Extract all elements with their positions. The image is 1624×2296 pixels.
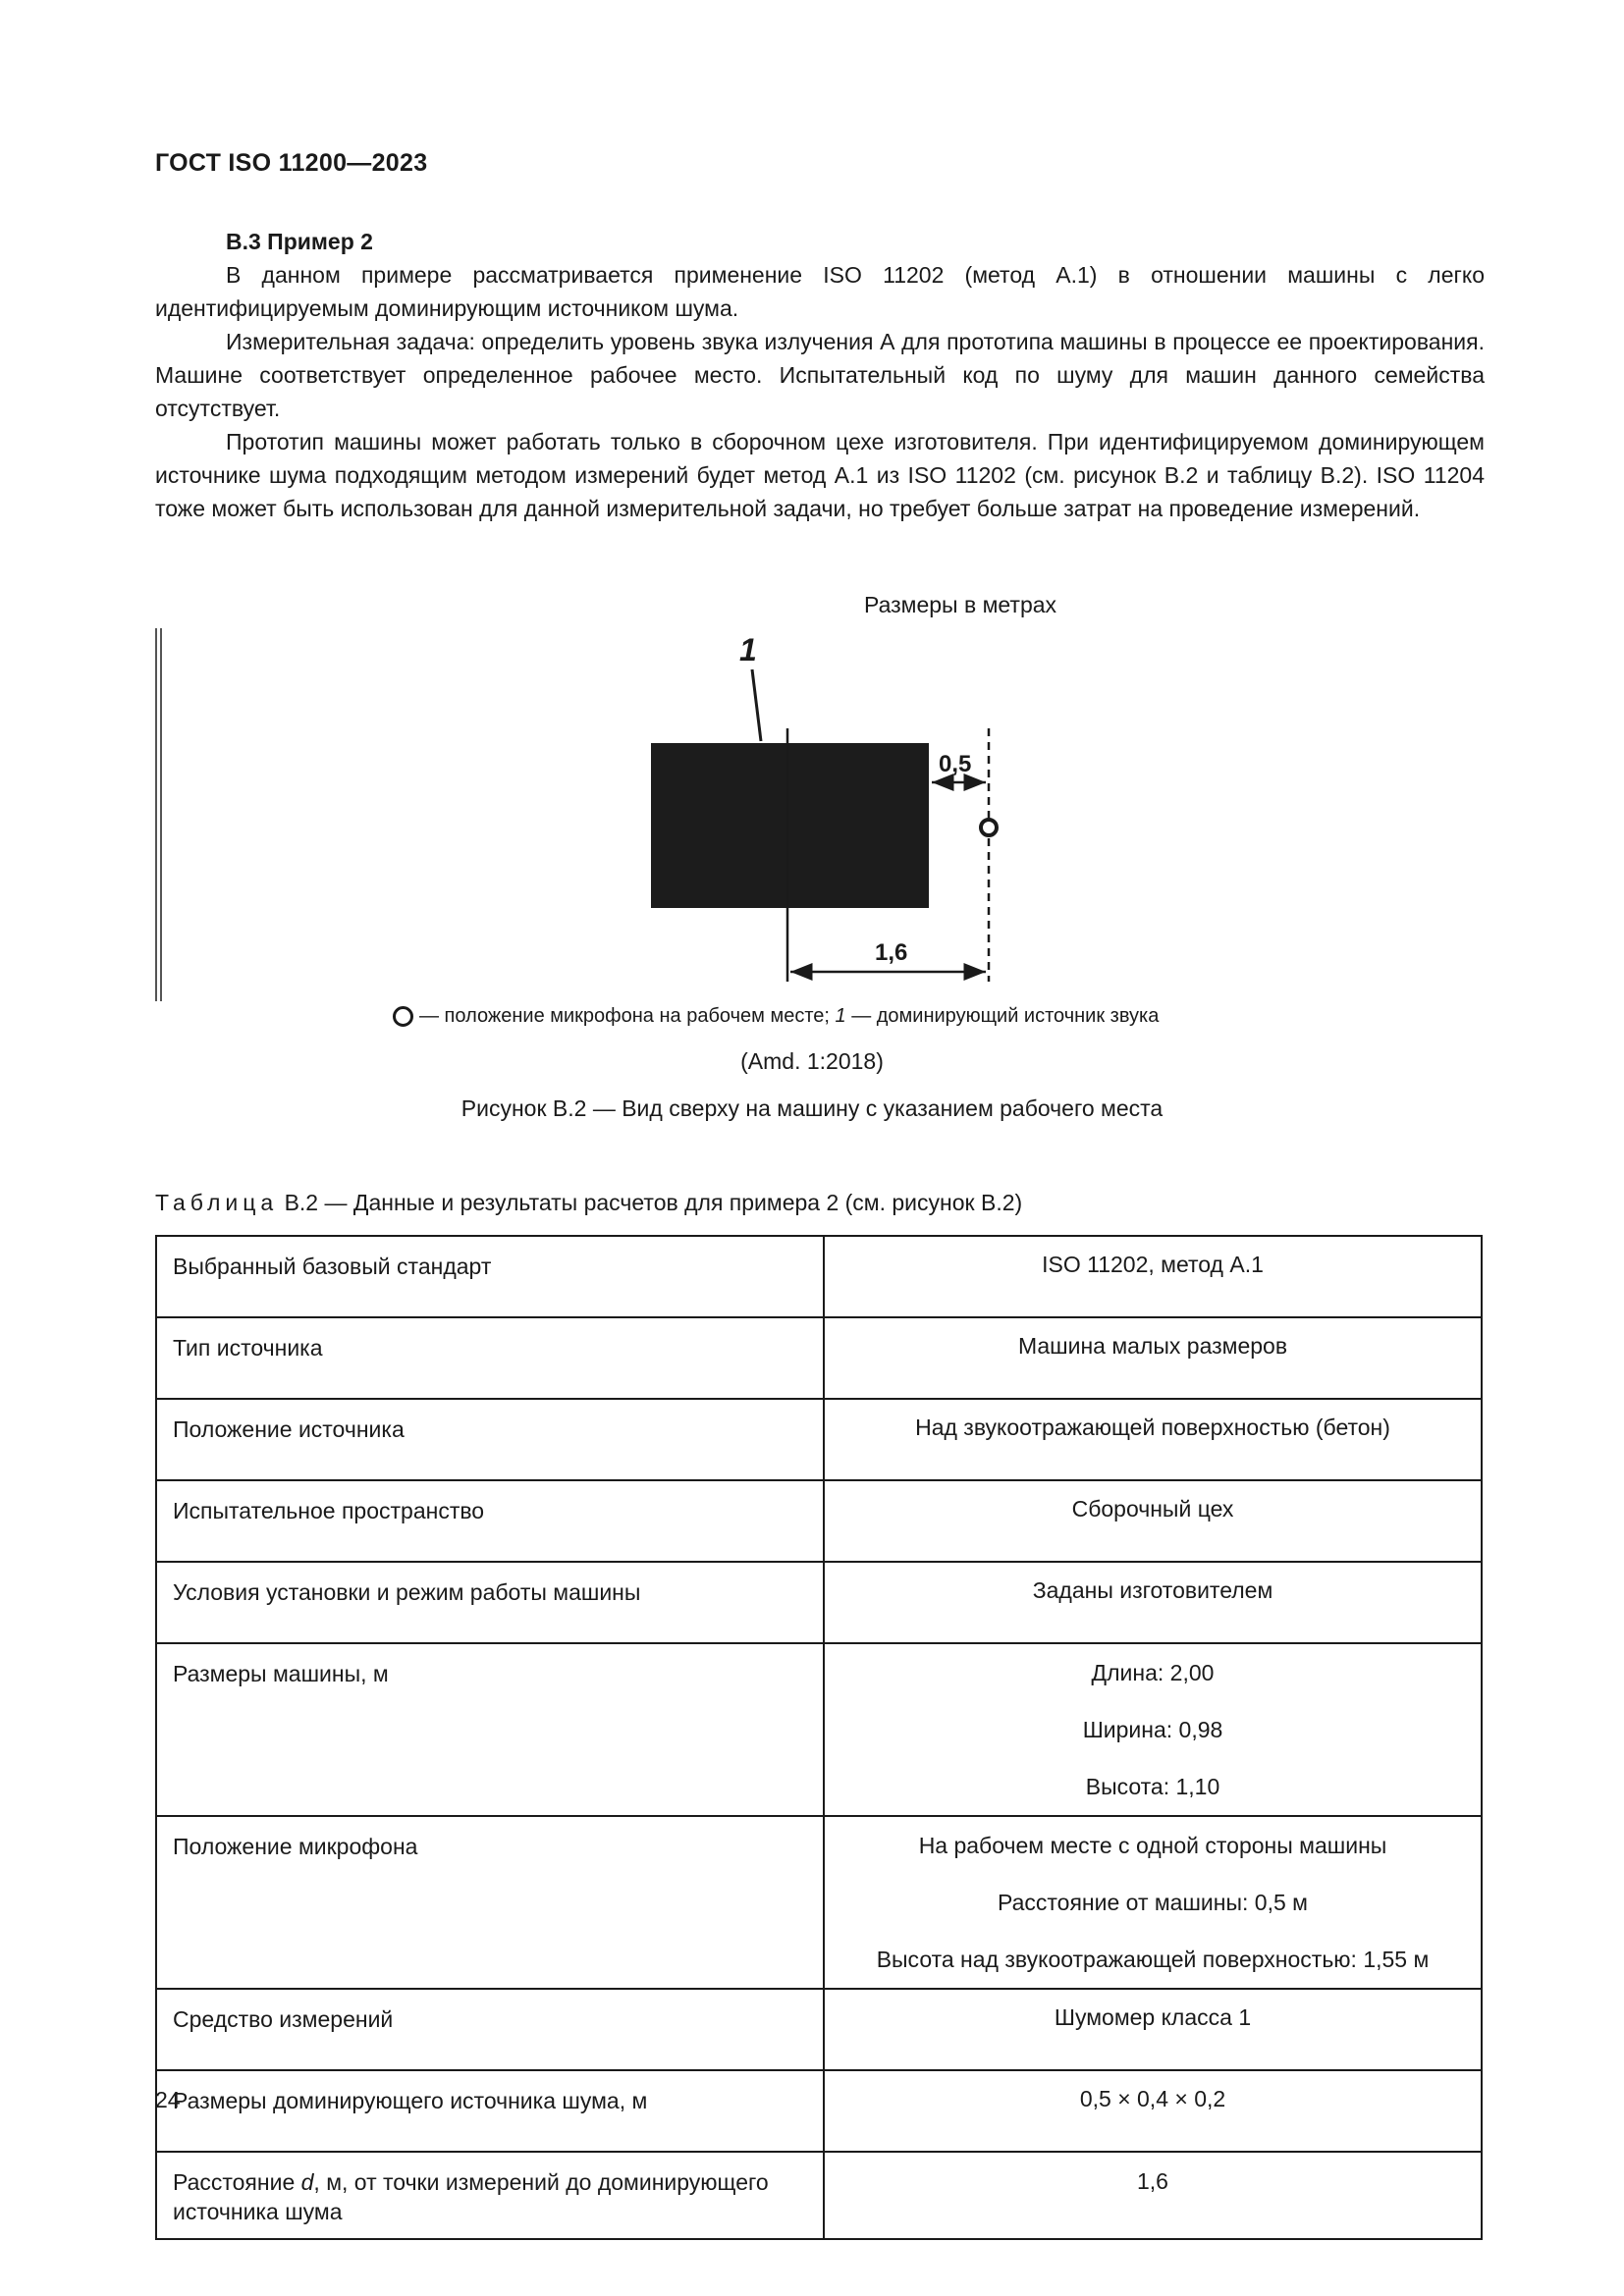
table-row (156, 1816, 1482, 1989)
table-row (156, 1562, 1482, 1643)
machine-top-view-diagram (147, 618, 1031, 1001)
value-line: Ширина: 0,98 (1082, 1717, 1223, 1742)
value-line: Расстояние от машины: 0,5 м (998, 1890, 1308, 1915)
value-line: 1,6 (1137, 2168, 1168, 2194)
table-cell-param: Размеры доминирующего источника шума, м (156, 2070, 824, 2152)
figure-caption: Рисунок B.2 — Вид сверху на машину с указанием рабочего места (460, 1095, 1164, 1121)
param-text: , м, от точки измерений до доминирующего источника шума (173, 2169, 769, 2224)
table-cell-value: Шумомер класса 1 (824, 1989, 1482, 2070)
table-cell-param: Положение источника (156, 1399, 824, 1480)
table-cell-param: Положение микрофона (156, 1816, 824, 1989)
table-row (156, 1989, 1482, 2070)
machine-body (651, 743, 929, 908)
dimension-label-distance: 0,5 (939, 751, 972, 777)
microphone-circle-icon (393, 1006, 413, 1027)
table-cell-value (824, 1816, 1482, 1989)
table-row (156, 1399, 1482, 1480)
microphone-position-icon (981, 820, 997, 835)
figure-units-note: Размеры в метрах (864, 592, 1057, 617)
table-row (156, 2070, 1482, 2152)
document-id: ГОСТ ISO 11200—2023 (155, 149, 428, 177)
table-cell-value: Сборочный цех (824, 1480, 1482, 1562)
table-cell-value: Машина малых размеров (824, 1317, 1482, 1399)
value-line: Длина: 2,00 (1091, 1660, 1215, 1685)
table-cell-value: Заданы изготовителем (824, 1562, 1482, 1643)
paragraph-3: Прототип машины может работать только в сборочном цехе изготовителя. При идентифицируемом доминирующем источнике шума подходящим методом измерений будет метод A.1 из ISO 11202 (см. рисунок B.2 и таблицу B.2). ISO 11204 тоже может быть использован для данной измерительной задачи, но требует больше затрат на проведение измерений. (155, 429, 1485, 521)
figure-legend (393, 1005, 1159, 1028)
figure-amendment: (Amd. 1:2018) (740, 1048, 884, 1074)
results-table (155, 1235, 1483, 2240)
table-row (156, 1236, 1482, 1317)
source-label-1: 1 (739, 632, 757, 667)
table-row (156, 2152, 1482, 2239)
param-text: Расстояние (173, 2169, 296, 2195)
paragraph-1: В данном примере рассматривается применение ISO 11202 (метод A.1) в отношении машины с легко идентифицируемым доминирующим источником шума. (155, 262, 1485, 321)
value-line: На рабочем месте с одной стороны машины (918, 1833, 1387, 1858)
table-row (156, 1480, 1482, 1562)
legend-microphone-text: — положение микрофона на рабочем месте; (419, 1005, 830, 1027)
table-cell-value: 0,5 × 0,4 × 0,2 (824, 2070, 1482, 2152)
source-leader-line (752, 669, 761, 741)
table-cell-value (824, 2152, 1482, 2239)
section-title: B.3 Пример 2 (226, 229, 373, 254)
paragraph-2: Измерительная задача: определить уровень звука излучения А для прототипа машины в процессе ее проектирования. Машине соответствует определенное рабочее место. Испытательный код по шуму для машин данного семейства отсутствует. (155, 329, 1485, 421)
table-caption (155, 1190, 1022, 1216)
table-row (156, 1643, 1482, 1816)
page-number: 24 (155, 2087, 181, 2112)
table-cell-param: Средство измерений (156, 1989, 824, 2070)
legend-source-text: — доминирующий источник звука (851, 1005, 1160, 1027)
table-cell-param (156, 2152, 824, 2239)
table-caption-word: Таблица (155, 1190, 279, 1215)
table-cell-param: Тип источника (156, 1317, 824, 1399)
value-line: Высота: 1,10 (1085, 1774, 1220, 1799)
table-row (156, 1317, 1482, 1399)
table-caption-text: B.2 — Данные и результаты расчетов для примера 2 (см. рисунок B.2) (284, 1190, 1023, 1215)
table-cell-value: Над звукоотражающей поверхностью (бетон) (824, 1399, 1482, 1480)
table-cell-value: ISO 11202, метод A.1 (824, 1236, 1482, 1317)
legend-source-number: 1 (835, 1005, 846, 1027)
section-b3 (155, 225, 1485, 525)
param-variable: d (300, 2169, 314, 2195)
dimension-label-length: 1,6 (875, 939, 908, 966)
table-cell-param: Условия установки и режим работы машины (156, 1562, 824, 1643)
table-cell-param: Выбранный базовый стандарт (156, 1236, 824, 1317)
table-cell-param: Размеры машины, м (156, 1643, 824, 1816)
value-line: Высота над звукоотражающей поверхностью: 1,55 м (876, 1947, 1430, 1972)
table-cell-value (824, 1643, 1482, 1816)
table-cell-param: Испытательное пространство (156, 1480, 824, 1562)
